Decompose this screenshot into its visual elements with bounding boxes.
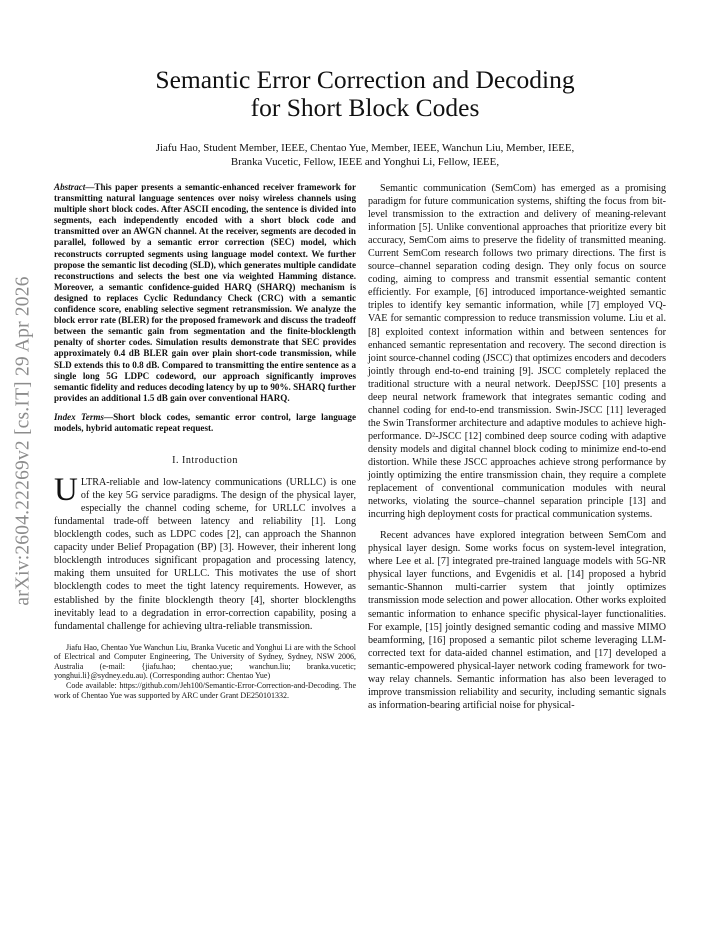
arxiv-identifier-text: arXiv:2604.22269v2 [cs.IT] 29 Apr 2026 (13, 276, 34, 606)
drop-cap: U (54, 472, 78, 509)
index-terms-label: Index Terms (54, 411, 104, 422)
author-list (80, 141, 650, 169)
author-list-line-2: Branka Vucetic, Fellow, IEEE and Yonghui Li, Fellow, IEEE, (230, 156, 500, 168)
section-heading-introduction: I. Introduction (172, 455, 238, 467)
abstract (54, 182, 356, 404)
index-terms-text: —Short block codes, semantic error control, large language models, hybrid automatic repeat request. (54, 411, 356, 433)
footnote-affiliation: Jiafu Hao, Chentao Yue Wanchun Liu, Branka Vucetic and Yonghui Li are with the School of Electrical and Computer Engineering, The University of Sydney, Sydney, NSW 2006, Australia (e-mail: {jiafu.hao; chentao.yue; wanchun.liu; branka.vucetic; yonghui.li}@sydney.edu.au). (Corresponding author: Chentao Yue) (54, 642, 356, 681)
body-paragraph-recent-advances: Recent advances have explored integration between SemCom and physical layer design. Some works focus on system-level integration, where Lee et al. [7] integrated pre-trained language models with 5G-NR physical layer functions, and Evgenidis et al. [14] proposed a hybrid semantic-Shannon multi-carrier system that jointly optimizes transmission mode selection and power allocation. Other works exploited semantic information to enhance specific physical-layer functionalities. For example, [15] jointly designed semantic coding and massive MIMO beamforming, [16] proposed a semantic pilot scheme leveraging LLM-corrected text for data-aided channel estimation, and [17] developed a semantic-empowered physical-layer network coding framework for two-way relay channels. Semantic information has also been leveraged to improve transmission reliability and security, including semantic signals as information-bearing artificial noise for physical- (368, 530, 666, 711)
paper-title (80, 66, 650, 122)
footnote (54, 643, 356, 701)
introduction-text: LTRA-reliable and low-latency communications (URLLC) is one of the key 5G service paradigms. The design of the physical layer, especially the channel coding scheme, for URLLC involves a fundamental trade-off between latency and reliability [1]. Long blocklength codes, such as LDPC codes [2], can approach the Shannon capacity under Belief Propagation (BP) [3]. However, their inherent long blocklength introduces significant propagation and processing latency, making them unsuited for URLLC. This motivates the use of short blocklength codes to meet the tight latency requirements. However, as established by the finite blocklength theory [4], shorter blocklengths inevitably lead to a degradation in error-correction capability, posing a fundamental challenge for achieving ultra-reliable transmission. (54, 477, 356, 632)
index-terms (54, 412, 356, 434)
body-paragraph-semcom: Semantic communication (SemCom) has emerged as a promising paradigm for future communication systems, shifting the focus from bit-level transmission to the extraction and delivery of meaning-relevant information [5]. Unlike conventional approaches that prioritize every bit accuracy, SemCom aims to preserve the fidelity of transmitted meaning. Current SemCom research follows two primary directions. The first is source–channel separation coding design. They only focus on source coding, aiming to compress and transmit essential semantic content efficiently. For example, [6] introduced importance-weighted semantic triples to identify key semantic information, while [7] employed VQ-VAE for semantic compression to reduce transmission volume. Liu et al. [8] exploited context information within and between sentences for enhanced semantic representation and recovery. The second direction is joint source-channel coding (JSCC) that optimizes encoders and decoders jointly through end-to-end training [9]. JSCC completely replaced the traditional structure with a neural network. DeepJSSC [10] presents a deep neural network framework that integrates semantic coding and channel coding for end-to-end transmission. Swin-JSCC [11] leveraged the Swin Transformer architecture and adaptive modules to achieve high-performance. D²-JSCC [12] combined deep source coding with adaptive density models and digital channel block coding to minimize end-to-end distortion. While these JSCC approaches achieve strong performance by jointly optimizing the entire transmission chain, they require a complete replacement of conventional communication modules with neural networks, violating the source–channel separation principle [13] and incurring high deployment costs for practical communication systems. (368, 183, 666, 521)
left-column (54, 182, 356, 700)
paper-title-line-2: for Short Block Codes (250, 93, 480, 122)
footnote-code-availability: Code available: https://github.com/Jeh100/Semantic-Error-Correction-and-Decoding. The work of Chentao Yue was supported by ARC under Grant DE250101332. (54, 681, 356, 700)
introduction-paragraph (54, 472, 356, 633)
abstract-label: Abstract (54, 182, 86, 192)
right-column (368, 182, 666, 712)
arxiv-identifier (4, 206, 44, 676)
author-list-line-1: Jiafu Hao, Student Member, IEEE, Chentao Yue, Member, IEEE, Wanchun Liu, Member, IEEE, (155, 142, 575, 154)
abstract-text: —This paper presents a semantic-enhanced receiver framework for transmitting natural language sentences over noisy wireless channels using multiple short block codes. After ASCII encoding, the sentence is divided into segments, each independently encoded with a short block code and transmitted over an AWGN channel. At the receiver, segments are decoded in parallel, followed by a semantic error correction (SEC) model, which reconstructs corrupted segments using language model context. We further propose the semantic list decoding (SLD), which generates multiple candidate reconstructions and selects the best one via weighted Hamming distance. Moreover, a semantic confidence-guided HARQ (SHARQ) mechanism is designed to replaces Cyclic Redundancy Check (CRC) with a semantic confidence score, enabling selective segment retransmission. We analyze the block error rate (BLER) for the proposed framework and discuss the tradeoff between the semantic gain from segmentation and the finite-blocklength penalty of shorter codes. Simulation results demonstrate that SEC provides approximately 0.4 dB BLER gain over plain short-code transmission, while SLD extends this to 0.8 dB. Compared to transmitting the entire sentence as a single long 5G LDPC codeword, our approach significantly improves semantic fidelity and reduces decoding latency by up to 90%. SHARQ further provides an additional 1.5 dB gain over conventional HARQ. (54, 182, 356, 403)
paper-title-line-1: Semantic Error Correction and Decoding (155, 65, 575, 94)
